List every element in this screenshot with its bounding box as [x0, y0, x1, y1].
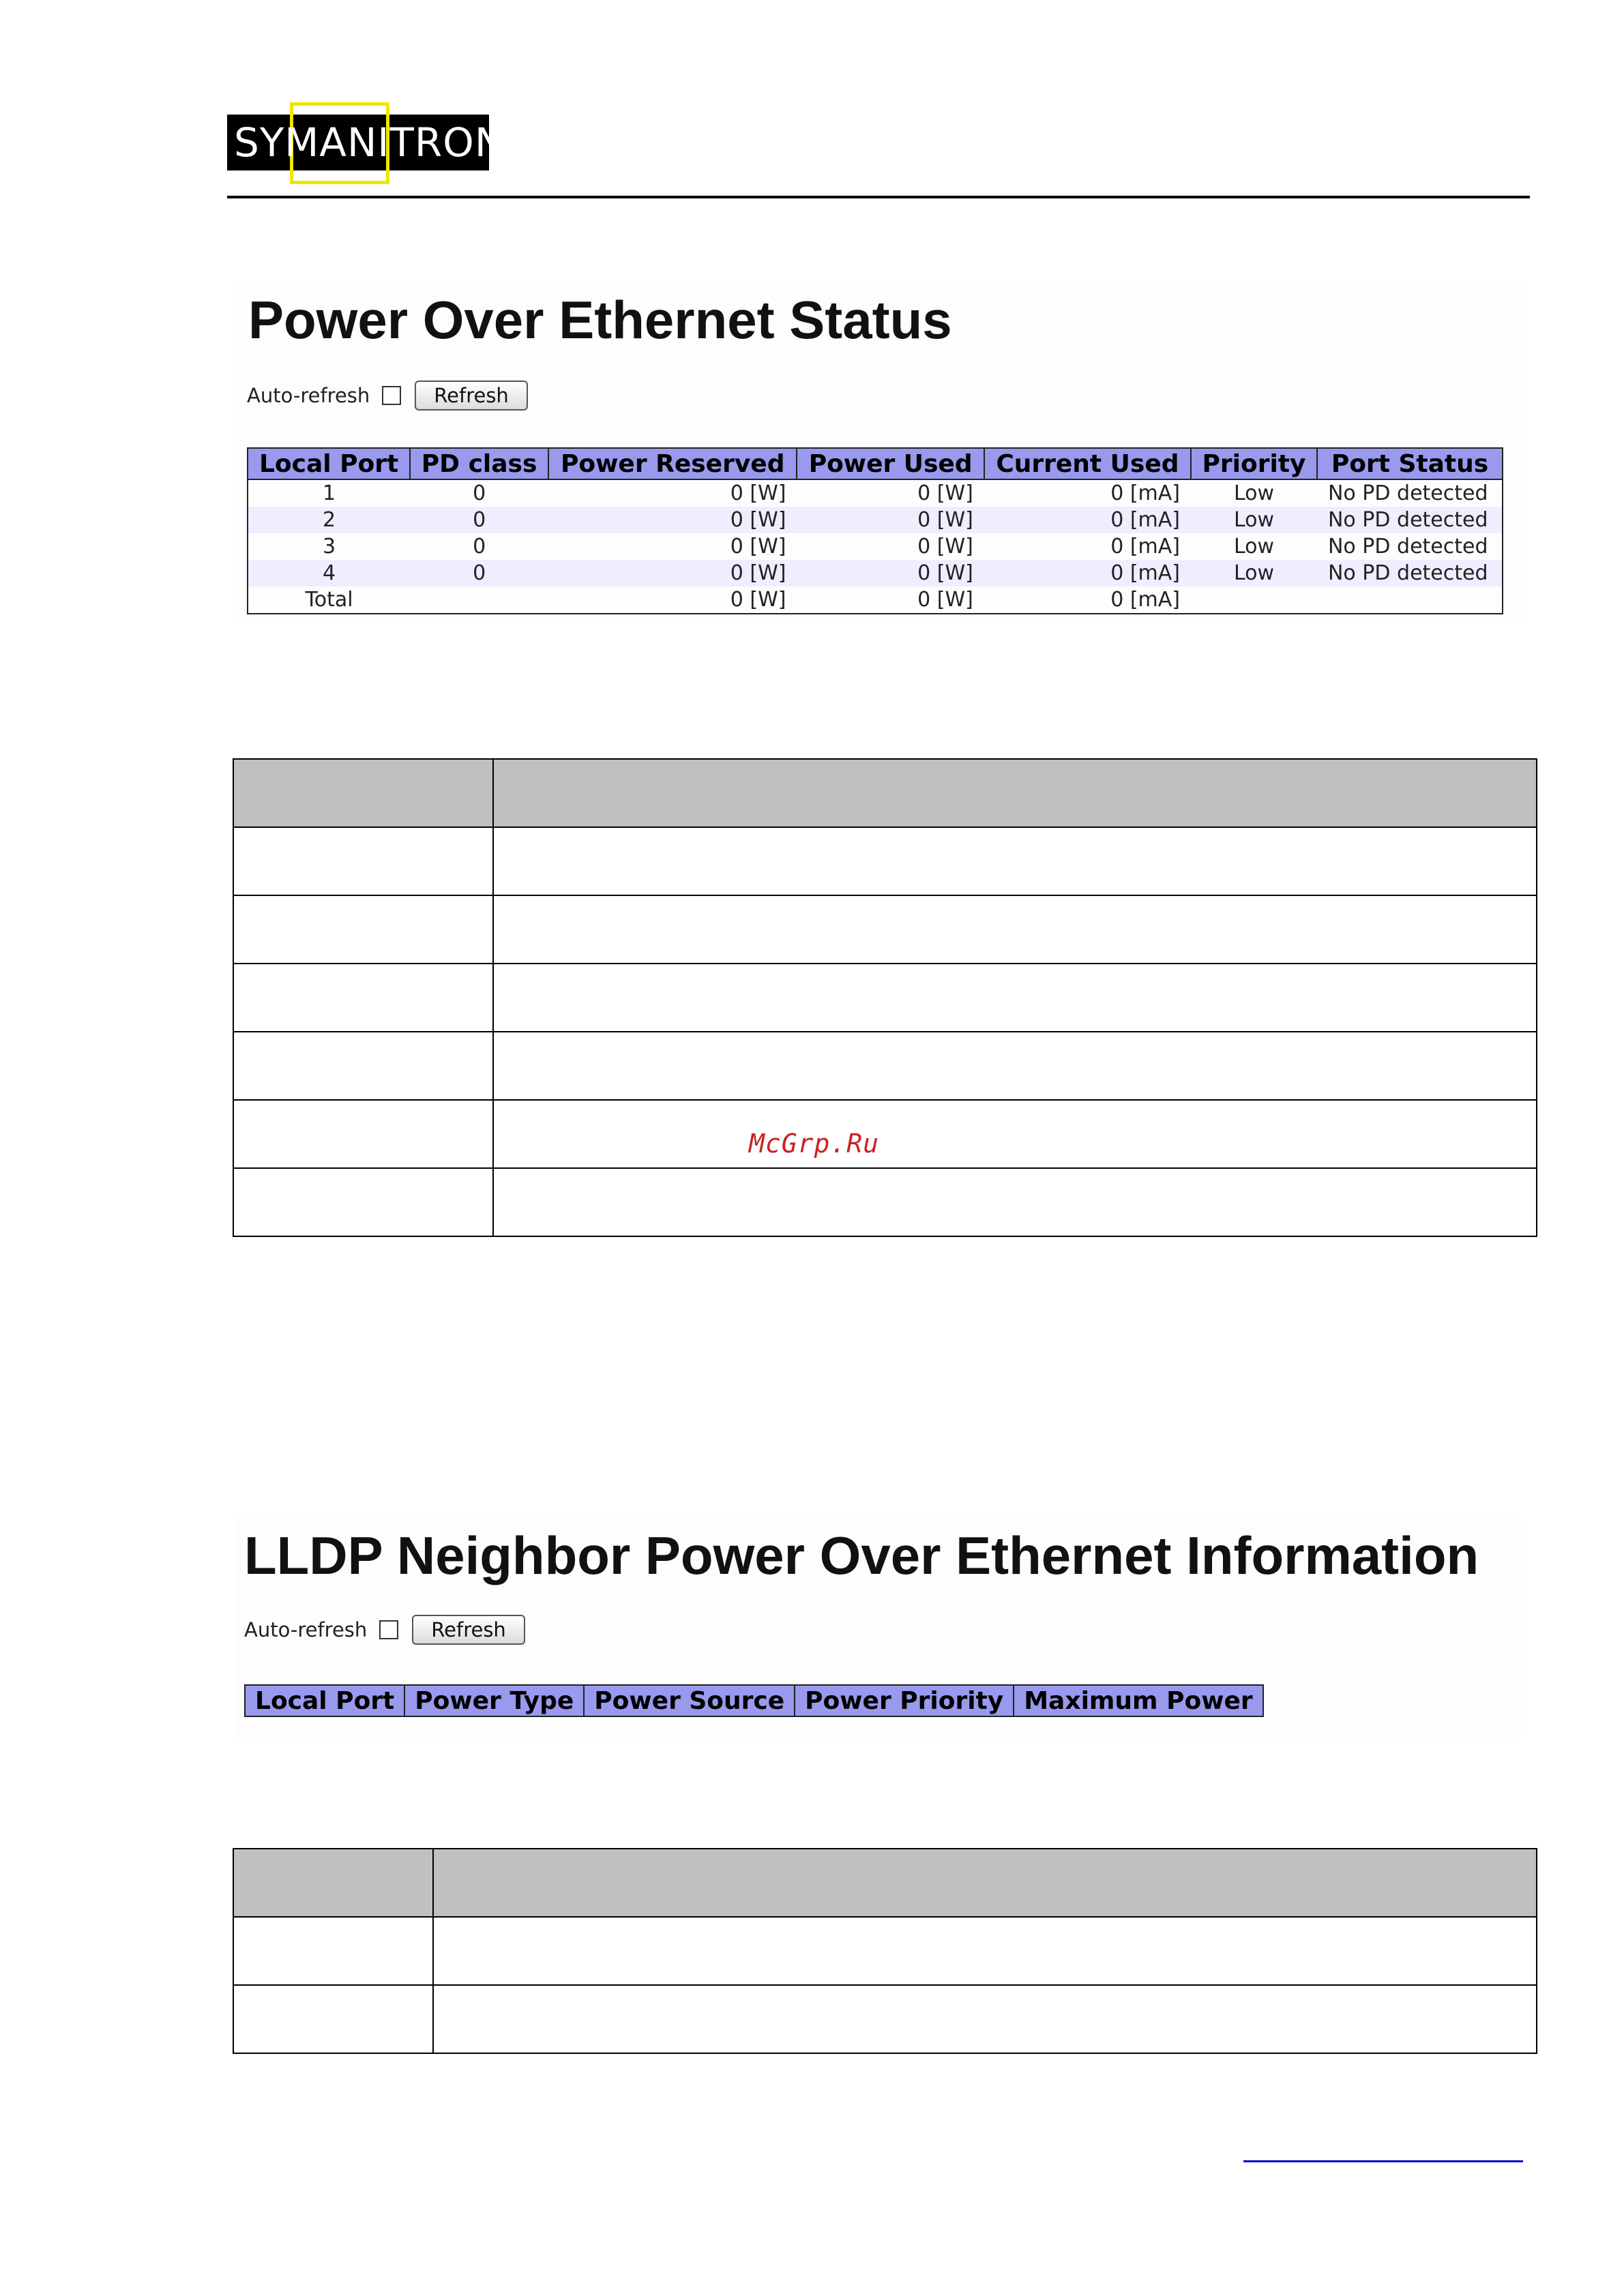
table-row — [248, 560, 1503, 586]
current-used-cell: 0 [mA] — [984, 507, 1191, 533]
desc-row — [233, 1100, 1537, 1168]
pd-class-cell: 0 — [410, 507, 548, 533]
desc-description-cell — [493, 895, 1537, 964]
col-priority: Priority — [1191, 448, 1317, 479]
desc-row — [233, 1917, 1537, 1985]
total-current-used: 0 [mA] — [1110, 588, 1180, 612]
col-local-port: Local Port — [245, 1685, 404, 1716]
table-header-row — [245, 1685, 1263, 1716]
total-power-reserved: 0 [W] — [730, 588, 786, 612]
desc-object-cell — [233, 1985, 433, 2053]
desc-header-description — [493, 759, 1537, 827]
desc-object-cell — [233, 1100, 493, 1168]
col-power-reserved: Power Reserved — [548, 448, 797, 479]
poe-status-description-table — [233, 758, 1537, 1237]
col-current-used: Current Used — [984, 448, 1191, 479]
poe-status-title: Power Over Ethernet Status — [248, 290, 952, 350]
port-status-cell: No PD detected — [1317, 507, 1503, 533]
pd-class-cell: 0 — [410, 560, 548, 586]
desc-header-object — [233, 759, 493, 827]
port-cell: 4 — [248, 560, 410, 586]
table-row — [248, 533, 1503, 560]
priority-cell: Low — [1191, 507, 1317, 533]
symanitron-logo — [227, 102, 505, 184]
logo-text: SYMANITRON — [234, 119, 505, 166]
current-used-cell: 0 [mA] — [984, 560, 1191, 586]
desc-header-row — [233, 759, 1537, 827]
auto-refresh-label: Auto-refresh — [244, 1618, 368, 1641]
power-reserved-cell: 0 [W] — [730, 535, 786, 558]
lldp-poe-title: LLDP Neighbor Power Over Ethernet Information — [244, 1525, 1479, 1585]
refresh-button[interactable]: Refresh — [415, 381, 528, 411]
power-used-cell: 0 [W] — [917, 481, 973, 505]
col-port-status: Port Status — [1317, 448, 1503, 479]
desc-header-description — [433, 1849, 1537, 1917]
priority-cell: Low — [1191, 560, 1317, 586]
power-used-cell: 0 [W] — [797, 560, 984, 586]
desc-object-cell — [233, 1168, 493, 1236]
desc-object-cell — [233, 1917, 433, 1985]
pd-class-cell: 0 — [473, 535, 486, 558]
power-used-cell: 0 [W] — [797, 507, 984, 533]
table-header-row — [248, 448, 1503, 479]
power-used-cell: 0 [W] — [917, 535, 973, 558]
power-reserved-cell: 0 [W] — [548, 507, 797, 533]
total-priority-cell — [1191, 586, 1317, 614]
total-label: Total — [305, 588, 353, 612]
desc-row — [233, 827, 1537, 895]
lldp-poe-table — [244, 1684, 1264, 1717]
total-port-status-cell — [1317, 586, 1503, 614]
port-status-cell: No PD detected — [1317, 560, 1503, 586]
desc-row — [233, 1032, 1537, 1100]
header-rule — [227, 196, 1530, 198]
priority-cell: Low — [1233, 535, 1275, 558]
desc-description-cell — [493, 827, 1537, 895]
port-cell: 3 — [323, 535, 336, 558]
table-row — [248, 507, 1503, 533]
desc-row — [233, 1168, 1537, 1236]
desc-header-object — [233, 1849, 433, 1917]
auto-refresh-label: Auto-refresh — [247, 384, 370, 407]
desc-object-cell — [233, 964, 493, 1032]
desc-description-cell — [493, 1100, 1537, 1168]
col-power-source: Power Source — [584, 1685, 795, 1716]
col-maximum-power: Maximum Power — [1014, 1685, 1263, 1716]
footer-link-underline[interactable] — [1243, 2160, 1523, 2162]
total-pd-class-cell — [410, 586, 548, 614]
watermark: McGrp.Ru — [749, 1129, 880, 1159]
col-power-type: Power Type — [404, 1685, 584, 1716]
col-power-used: Power Used — [797, 448, 984, 479]
current-used-cell: 0 [mA] — [1110, 535, 1180, 558]
lldp-poe-refresh-row — [244, 1615, 525, 1645]
poe-status-table — [247, 447, 1503, 614]
desc-object-cell — [233, 1032, 493, 1100]
pd-class-cell: 0 — [473, 481, 486, 505]
desc-header-row — [233, 1849, 1537, 1917]
port-status-cell: No PD detected — [1327, 535, 1488, 558]
total-power-used: 0 [W] — [917, 588, 973, 612]
desc-object-cell — [233, 895, 493, 964]
power-reserved-cell: 0 [W] — [730, 481, 786, 505]
auto-refresh-checkbox[interactable] — [382, 386, 401, 405]
port-cell: 2 — [248, 507, 410, 533]
desc-description-cell — [493, 964, 1537, 1032]
port-status-cell: No PD detected — [1327, 481, 1488, 505]
desc-object-cell — [233, 827, 493, 895]
desc-description-cell — [433, 1917, 1537, 1985]
desc-description-cell — [493, 1032, 1537, 1100]
desc-row — [233, 895, 1537, 964]
port-cell: 1 — [323, 481, 336, 505]
col-local-port: Local Port — [248, 448, 410, 479]
priority-cell: Low — [1233, 481, 1275, 505]
power-reserved-cell: 0 [W] — [548, 560, 797, 586]
col-power-priority: Power Priority — [795, 1685, 1014, 1716]
desc-row — [233, 1985, 1537, 2053]
desc-description-cell — [493, 1168, 1537, 1236]
table-row — [248, 479, 1503, 507]
desc-row — [233, 964, 1537, 1032]
lldp-poe-description-table — [233, 1848, 1537, 2054]
current-used-cell: 0 [mA] — [1110, 481, 1180, 505]
auto-refresh-checkbox[interactable] — [379, 1620, 398, 1639]
poe-status-refresh-row — [247, 381, 528, 411]
desc-description-cell — [433, 1985, 1537, 2053]
refresh-button[interactable]: Refresh — [412, 1615, 525, 1645]
total-row — [248, 586, 1503, 614]
col-pd-class: PD class — [410, 448, 548, 479]
